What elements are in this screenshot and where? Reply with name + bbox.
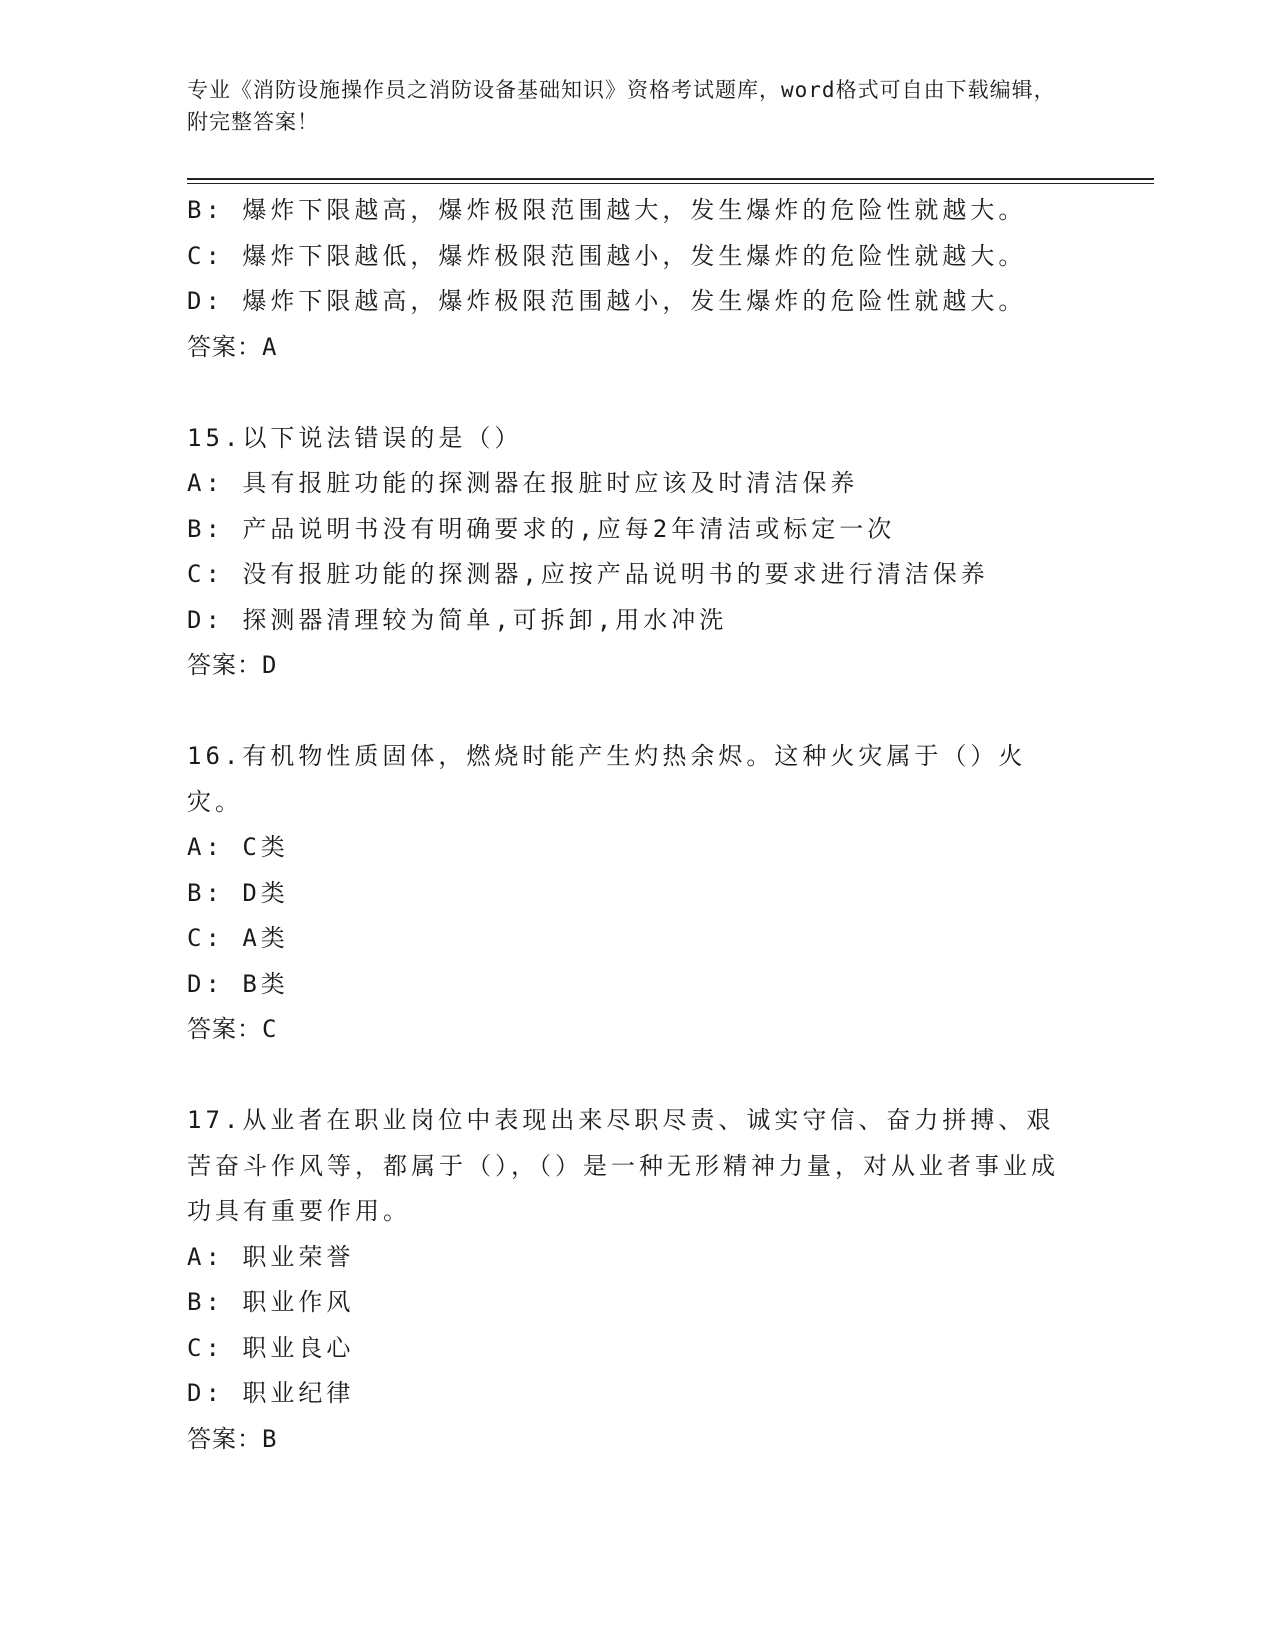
option-letter: C: xyxy=(187,241,224,270)
option-c xyxy=(187,916,1087,962)
option-text: 产品说明书没有明确要求的,应每2年清洁或标定一次 xyxy=(242,514,896,543)
answer-label: 答案： xyxy=(187,332,262,361)
answer-value: C xyxy=(262,1015,278,1043)
option-b xyxy=(187,1280,1087,1326)
answer-line xyxy=(187,1007,1087,1053)
option-text: 职业纪律 xyxy=(242,1379,355,1407)
option-letter: B: xyxy=(187,514,224,543)
question-stem xyxy=(187,416,1077,462)
option-a xyxy=(187,461,1087,507)
answer-value: B xyxy=(262,1424,278,1453)
answer-label: 答案： xyxy=(187,1424,262,1453)
option-a xyxy=(187,825,1087,871)
option-text: 爆炸下限越低，爆炸极限范围越小，发生爆炸的危险性就越大。 xyxy=(242,241,1027,270)
question-text: 从业者在职业岗位中表现出来尽职尽责、诚实守信、奋力拼搏、艰苦奋斗作风等，都属于（），（）是一种无形精神力量，对从业者事业成功具有重要作用。 xyxy=(187,1106,1059,1225)
option-letter: D: xyxy=(187,1379,224,1407)
question-number: 16. xyxy=(187,742,243,770)
question-stem xyxy=(187,734,1077,825)
option-text: 没有报脏功能的探测器,应按产品说明书的要求进行清洁保养 xyxy=(242,560,989,588)
answer-line xyxy=(187,643,1087,689)
option-d xyxy=(187,962,1087,1008)
option-d xyxy=(187,279,1087,325)
question-number: 17. xyxy=(187,1106,243,1134)
option-b xyxy=(187,188,1087,234)
option-c xyxy=(187,234,1087,280)
question-number: 15. xyxy=(187,423,243,452)
option-letter: C: xyxy=(187,924,224,952)
question-17 xyxy=(187,1098,1087,1462)
answer-value: D xyxy=(262,651,278,679)
option-text: 职业荣誉 xyxy=(242,1242,355,1271)
option-letter: D: xyxy=(187,605,224,634)
option-text: A类 xyxy=(242,924,289,952)
option-text: 职业良心 xyxy=(242,1333,355,1362)
answer-label: 答案： xyxy=(187,651,262,679)
question-text: 以下说法错误的是（） xyxy=(242,423,523,452)
option-letter: A: xyxy=(187,469,224,497)
option-text: 探测器清理较为简单,可拆卸,用水冲洗 xyxy=(242,605,728,634)
option-letter: B: xyxy=(187,1288,224,1316)
option-text: C类 xyxy=(242,833,289,861)
question-15 xyxy=(187,416,1087,689)
option-letter: C: xyxy=(187,560,224,588)
header-divider-thick xyxy=(187,178,1154,180)
answer-value: A xyxy=(262,332,278,361)
option-text: B类 xyxy=(242,969,289,998)
question-stem xyxy=(187,1098,1077,1235)
option-c xyxy=(187,1326,1087,1372)
option-text: 具有报脏功能的探测器在报脏时应该及时清洁保养 xyxy=(242,469,859,497)
option-letter: D: xyxy=(187,969,224,998)
option-c xyxy=(187,552,1087,598)
header-divider-thin xyxy=(187,183,1154,184)
option-letter: D: xyxy=(187,287,224,315)
question-16 xyxy=(187,734,1087,1053)
option-b xyxy=(187,871,1087,917)
option-text: D类 xyxy=(242,878,289,907)
option-text: 爆炸下限越高，爆炸极限范围越大，发生爆炸的危险性就越大。 xyxy=(242,196,1027,224)
option-letter: B: xyxy=(187,878,224,907)
option-letter: C: xyxy=(187,1333,224,1362)
answer-label: 答案： xyxy=(187,1015,262,1043)
answer-line xyxy=(187,1417,1087,1463)
option-letter: B: xyxy=(187,196,224,224)
option-letter: A: xyxy=(187,1242,224,1271)
option-text: 爆炸下限越高，爆炸极限范围越小，发生爆炸的危险性就越大。 xyxy=(242,287,1027,315)
answer-line xyxy=(187,325,1087,371)
option-b xyxy=(187,507,1087,553)
question-content xyxy=(187,188,1087,1462)
option-d xyxy=(187,598,1087,644)
option-letter: A: xyxy=(187,833,224,861)
question-text: 有机物性质固体，燃烧时能产生灼热余烬。这种火灾属于（）火灾。 xyxy=(187,742,1027,816)
document-header: 专业《消防设施操作员之消防设备基础知识》资格考试题库，word格式可自由下载编辑，附完整答案！ xyxy=(187,78,1056,134)
carryover-question xyxy=(187,188,1087,370)
option-d xyxy=(187,1371,1087,1417)
option-text: 职业作风 xyxy=(242,1288,355,1316)
option-a xyxy=(187,1235,1087,1281)
